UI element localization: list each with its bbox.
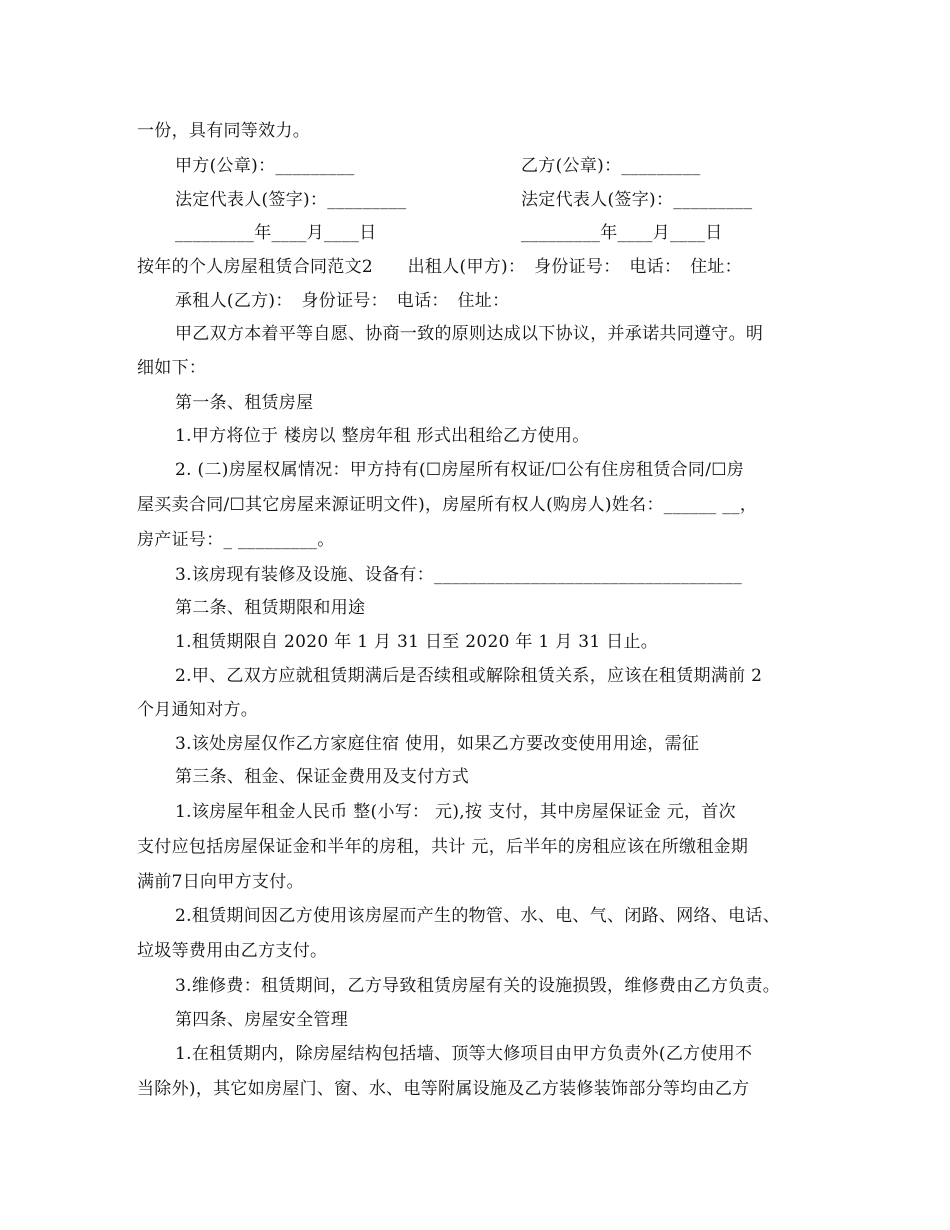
text-line: 2.租赁期间因乙方使用该房屋而产生的物管、水、电、气、闭路、网络、电话、 (175, 906, 781, 926)
text-line: 当除外)，其它如房屋门、窗、水、电等附属设施及乙方装修装饰部分等均由乙方 (137, 1079, 750, 1099)
party-b-rep-line: 法定代表人(签字)：_________ (521, 190, 753, 210)
text-line: 3.维修费：租赁期间，乙方导致租赁房屋有关的设施损毁，维修费由乙方负责。 (175, 976, 781, 996)
text-line: 2.甲、乙双方应就租赁期满后是否续租或解除租赁关系，应该在租赁期满前 2 (175, 666, 763, 686)
section-heading: 第三条、租金、保证金费用及支付方式 (175, 767, 470, 787)
text-line: 1.租赁期限自 2020 年 1 月 31 日至 2020 年 1 月 31 日止。 (175, 632, 659, 652)
section-heading: 第一条、租赁房屋 (175, 393, 314, 413)
text-line: 承租人(乙方)： 身份证号： 电话： 住址： (175, 291, 510, 311)
section-heading: 第二条、租赁期限和用途 (175, 598, 366, 618)
text-line: 屋买卖合同/☐其它房屋来源证明文件)，房屋所有权人(购房人)姓名：______ __， (137, 495, 758, 515)
text-line: 3.该房现有装修及设施、设备有：___________________________________ (175, 565, 743, 585)
text-line: 1.该房屋年租金人民币 整(小写： 元),按 支付，其中房屋保证金 元，首次 (175, 802, 736, 822)
text-line: 满前7日向甲方支付。 (137, 872, 304, 892)
text-line: 2. (二)房屋权属情况：甲方持有(☐房屋所有权证/☐公有住房租赁合同/☐房 (175, 460, 745, 480)
party-a-rep-line: 法定代表人(签字)：_________ (175, 190, 407, 210)
text-line: 细如下： (137, 358, 207, 378)
party-b-seal-line: 乙方(公章)：_________ (521, 156, 701, 176)
document-title-line: 按年的个人房屋租赁合同范文2 出租人(甲方)： 身份证号： 电话： 住址： (137, 257, 742, 277)
text-line: 3.该处房屋仅作乙方家庭住宿 使用，如果乙方要改变使用用途，需征 (175, 734, 700, 754)
party-b-date-line: _________年____月____日 (521, 223, 723, 243)
text-line: 1.甲方将位于 楼房以 整房年租 形式出租给乙方使用。 (175, 426, 590, 446)
text-line: 一份，具有同等效力。 (137, 121, 310, 141)
party-a-date-line: _________年____月____日 (175, 223, 377, 243)
party-a-seal-line: 甲方(公章)：_________ (175, 156, 355, 176)
text-line: 支付应包括房屋保证金和半年的房租，共计 元，后半年的房租应该在所缴租金期 (137, 837, 749, 857)
text-line: 房产证号：_ _________。 (137, 530, 335, 550)
text-line: 垃圾等费用由乙方支付。 (137, 941, 328, 961)
text-line: 1.在租赁期内，除房屋结构包括墙、顶等大修项目由甲方负责外(乙方使用不 (175, 1044, 753, 1064)
section-heading: 第四条、房屋安全管理 (175, 1010, 348, 1030)
text-line: 个月通知对方。 (137, 700, 259, 720)
text-line: 甲乙双方本着平等自愿、协商一致的原则达成以下协议，并承诺共同遵守。明 (175, 324, 764, 344)
